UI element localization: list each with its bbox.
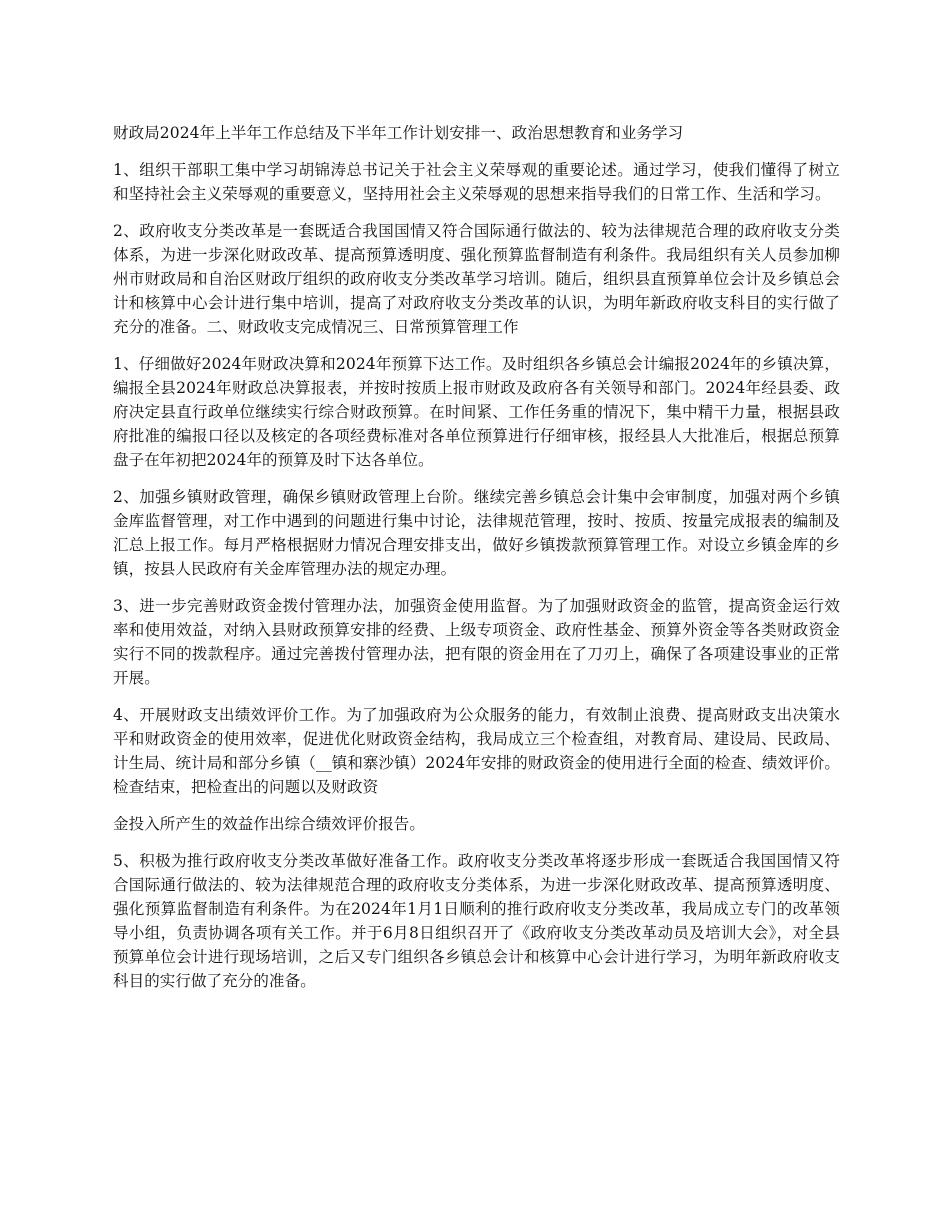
paragraph-budget-4-continued: 金投入所产生的效益作出综合绩效评价报告。 — [113, 815, 426, 833]
paragraph-study-2: 2、政府收支分类改革是一套既适合我国国情又符合国际通行做法的、较为法律规范合理的政府收支分类体系，为进一步深化财政改革、提高预算透明度、强化预算监督制造有利条件。我局组织有关人员参加柳州市财政局和自治区财政厅组织的政府收支分类改革学习培训。随后，组织县直预算单位会计及乡镇总会计和核算中心会计进行集中培训，提高了对政府收支分类改革的认识，为明年新政府收支科目的实行做了充分的准备。二、财政收支完成情况三、日常预算管理工作 — [113, 222, 840, 336]
document-page — [113, 121, 840, 1006]
paragraph-budget-1: 1、仔细做好2024年财政决算和2024年预算下达工作。及时组织各乡镇总会计编报2024年的乡镇决算，编报全县2024年财政总决算报表，并按时按质上报市财政及政府各有关领导和部门。2024年经县委、政府决定县直行政单位继续实行综合财政预算。在时间紧、工作任务重的情况下，集中精干力量，根据县政府批准的编报口径以及核定的各项经费标准对各单位预算进行仔细审核，报经县人大批准后，根据总预算盘子在年初把2024年的预算及时下达各单位。 — [113, 355, 840, 469]
paragraph-study-1: 1、组织干部职工集中学习胡锦涛总书记关于社会主义荣辱观的重要论述。通过学习，使我们懂得了树立和坚持社会主义荣辱观的重要意义，坚持用社会主义荣辱观的思想来指导我们的日常工作、生活和学习。 — [113, 161, 840, 203]
document-title: 财政局2024年上半年工作总结及下半年工作计划安排一、政治思想教育和业务学习 — [113, 124, 684, 142]
paragraph-budget-3: 3、进一步完善财政资金拨付管理办法，加强资金使用监督。为了加强财政资金的监管，提高资金运行效率和使用效益，对纳入县财政预算安排的经费、上级专项资金、政府性基金、预算外资金等各类财政资金实行不同的拨款程序。通过完善拨付管理办法，把有限的资金用在了刀刃上，确保了各项建设事业的正常开展。 — [113, 597, 840, 687]
paragraph-budget-5: 5、积极为推行政府收支分类改革做好准备工作。政府收支分类改革将逐步形成一套既适合我国国情又符合国际通行做法的、较为法律规范合理的政府收支分类体系，为进一步深化财政改革、提高预算透明度、强化预算监督制造有利条件。为在2024年1月1日顺利的推行政府收支分类改革，我局成立专门的改革领导小组，负责协调各项有关工作。并于6月8日组织召开了《政府收支分类改革动员及培训大会》，对全县预算单位会计进行现场培训，之后又专门组织各乡镇总会计和核算中心会计进行学习，为明年新政府收支科目的实行做了充分的准备。 — [113, 852, 840, 990]
paragraph-budget-4: 4、开展财政支出绩效评价工作。为了加强政府为公众服务的能力，有效制止浪费、提高财政支出决策水平和财政资金的使用效率，促进优化财政资金结构，我局成立三个检查组，对教育局、建设局、民政局、计生局、统计局和部分乡镇（__镇和寨沙镇）2024年安排的财政资金的使用进行全面的检查、绩效评价。检查结束，把检查出的问题以及财政资 — [113, 706, 840, 796]
paragraph-budget-2: 2、加强乡镇财政管理，确保乡镇财政管理上台阶。继续完善乡镇总会计集中会审制度，加强对两个乡镇金库监督管理，对工作中遇到的问题进行集中讨论，法律规范管理，按时、按质、按量完成报表的编制及汇总上报工作。每月严格根据财力情况合理安排支出，做好乡镇拨款预算管理工作。对设立乡镇金库的乡镇，按县人民政府有关金库管理办法的规定办理。 — [113, 488, 840, 578]
